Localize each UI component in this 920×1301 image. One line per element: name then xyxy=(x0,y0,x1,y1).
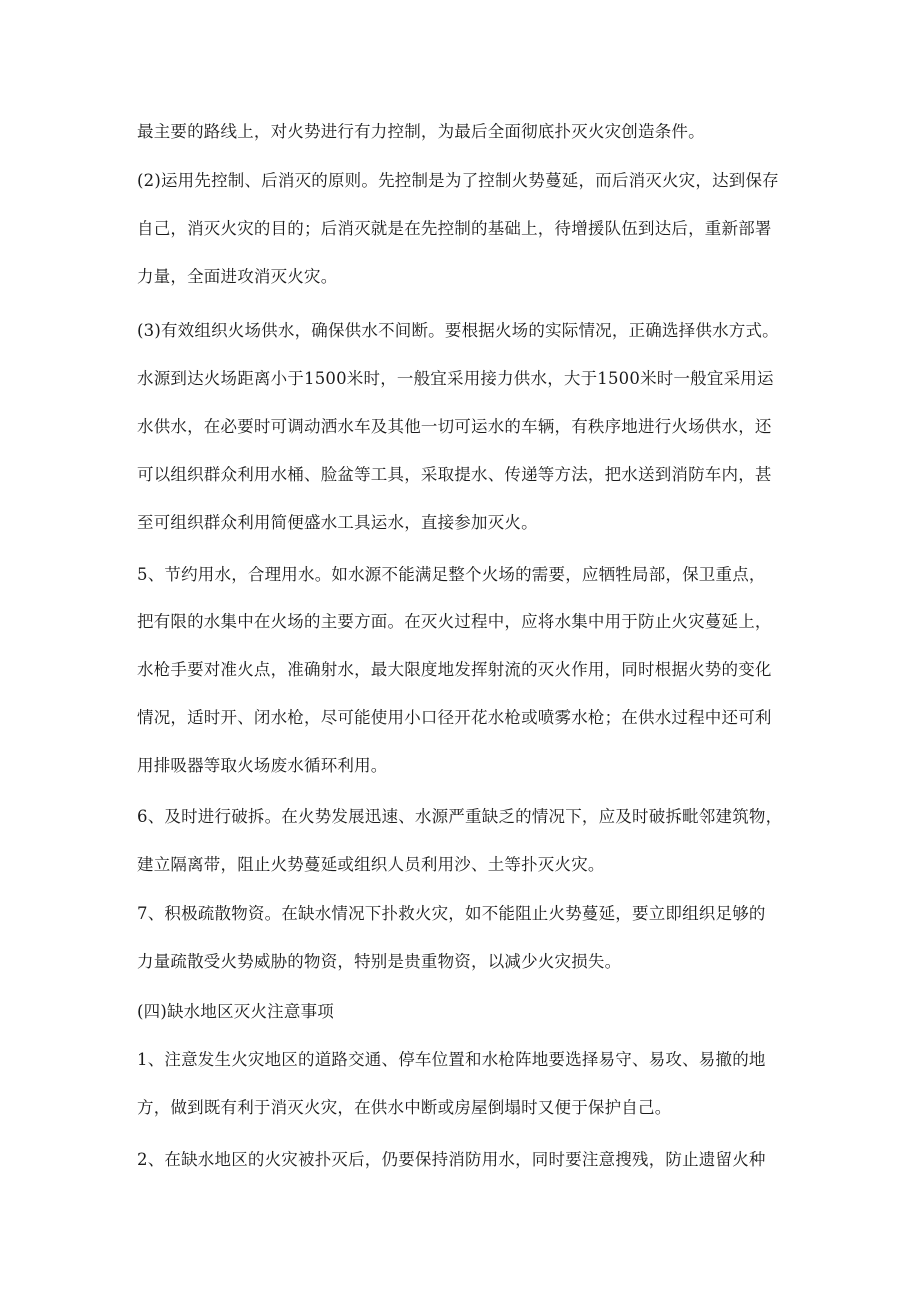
text-line: 最主要的路线上，对火势进行有力控制，为最后全面彻底扑灭火灾创造条件。 xyxy=(137,122,705,141)
text-line: 5、节约用水，合理用水。如水源不能满足整个火场的需要，应牺牲局部，保卫重点， xyxy=(137,565,766,584)
text-line: 用排吸器等取火场废水循环利用。 xyxy=(137,756,388,775)
text-line: 2、在缺水地区的火灾被扑灭后，仍要保持消防用水，同时要注意搜残，防止遗留火种 xyxy=(137,1150,766,1169)
text-line: (3)有效组织火场供水，确保供水不间断。要根据火场的实际情况，正确选择供水方式。 xyxy=(137,321,779,340)
text-line: 6、及时进行破拆。在火势发展迅速、水源严重缺乏的情况下，应及时破拆毗邻建筑物， xyxy=(137,807,783,826)
text-line: 至可组织群众利用简便盛水工具运水，直接参加灭火。 xyxy=(137,513,538,532)
text-line: 水源到达火场距离小于1500米时，一般宜采用接力供水，大于1500米时一般宜采用运 xyxy=(137,369,774,388)
text-line: 把有限的水集中在火场的主要方面。在灭火过程中，应将水集中用于防止火灾蔓延上， xyxy=(137,612,772,631)
text-line: 建立隔离带，阻止火势蔓延或组织人员利用沙、土等扑灭火灾。 xyxy=(137,855,605,874)
text-line: 力量疏散受火势威胁的物资，特别是贵重物资，以减少火灾损失。 xyxy=(137,952,622,971)
text-line: 7、积极疏散物资。在缺水情况下扑救火灾，如不能阻止火势蔓延，要立即组织足够的 xyxy=(137,904,766,923)
text-line: 水枪手要对准火点，准确射水，最大限度地发挥射流的灭火作用，同时根据火势的变化 xyxy=(137,660,772,679)
text-line: 水供水，在必要时可调动洒水车及其他一切可运水的车辆，有秩序地进行火场供水，还 xyxy=(137,417,772,436)
section-heading: (四)缺水地区灭火注意事项 xyxy=(137,1002,334,1021)
text-line: 可以组织群众利用水桶、脸盆等工具，采取提水、传递等方法，把水送到消防车内，甚 xyxy=(137,465,772,484)
text-line: 1、注意发生火灾地区的道路交通、停车位置和水枪阵地要选择易守、易攻、易撤的地 xyxy=(137,1050,766,1069)
text-line: 自己，消灭火灾的目的；后消灭就是在先控制的基础上，待增援队伍到达后，重新部署 xyxy=(137,219,772,238)
text-line: 力量，全面进攻消灭火灾。 xyxy=(137,267,338,286)
text-line: 方，做到既有利于消灭火灾，在供水中断或房屋倒塌时又便于保护自己。 xyxy=(137,1098,672,1117)
text-line: 情况，适时开、闭水枪，尽可能使用小口径开花水枪或喷雾水枪；在供水过程中还可利 xyxy=(137,708,772,727)
text-line: (2)运用先控制、后消灭的原则。先控制是为了控制火势蔓延，而后消灭火灾，达到保存 xyxy=(137,171,779,190)
